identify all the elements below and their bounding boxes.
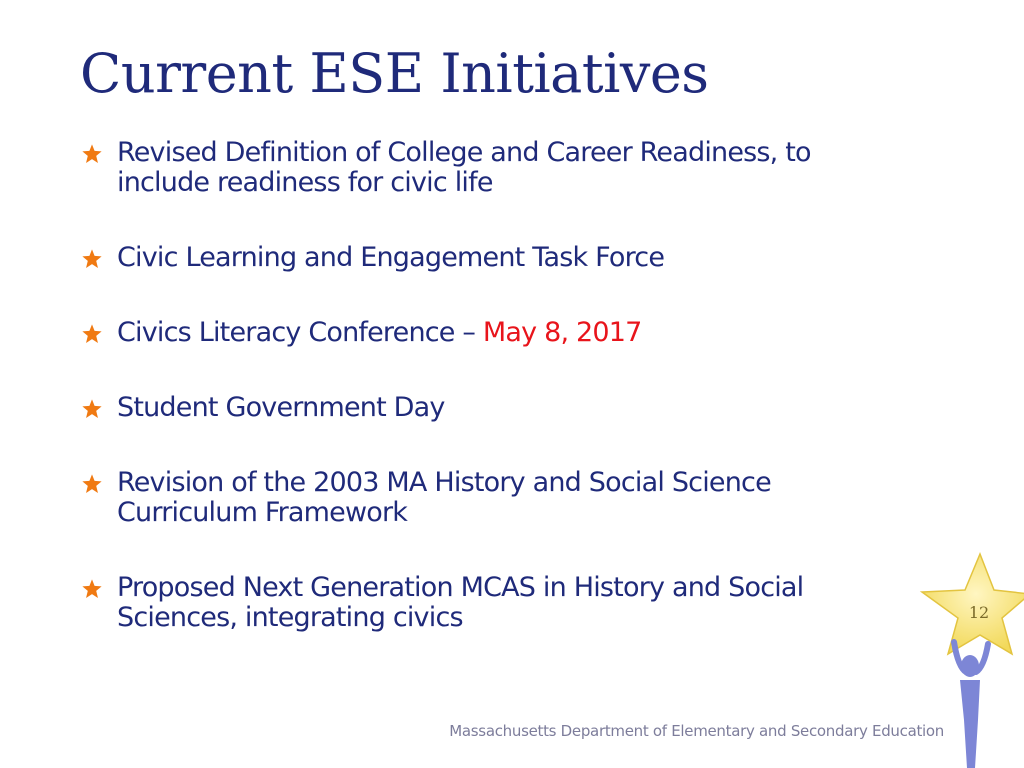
bullet-text-line: Revised Definition of College and Career Readiness, to bbox=[117, 137, 811, 168]
bullet-item bbox=[80, 573, 900, 633]
bullet-item bbox=[80, 318, 900, 348]
bullet-item bbox=[80, 468, 900, 528]
star-bullet-icon bbox=[81, 248, 103, 270]
bullet-item bbox=[80, 138, 900, 198]
conference-label: Civics Literacy Conference – bbox=[117, 317, 483, 348]
slide-title: Current ESE Initiatives bbox=[80, 42, 709, 105]
star-bullet-icon bbox=[81, 398, 103, 420]
bullet-item bbox=[80, 393, 900, 423]
bullet-text-line: Curriculum Framework bbox=[117, 497, 408, 528]
bullet-text-line: include readiness for civic life bbox=[117, 167, 493, 198]
bullet-text-line: Student Government Day bbox=[117, 392, 445, 423]
star-bullet-icon bbox=[81, 323, 103, 345]
star-bullet-icon bbox=[81, 578, 103, 600]
bullet-text-line: Sciences, integrating civics bbox=[117, 602, 463, 633]
bullet-text-line: Civic Learning and Engagement Task Force bbox=[117, 242, 665, 273]
footer-text: Massachusetts Department of Elementary and Secondary Education bbox=[449, 722, 944, 740]
bullet-text-line: Proposed Next Generation MCAS in History and Social bbox=[117, 572, 804, 603]
bullet-text-line bbox=[117, 318, 900, 348]
star-bullet-icon bbox=[81, 473, 103, 495]
bullet-list bbox=[80, 138, 900, 633]
bullet-text-line: Revision of the 2003 MA History and Social Science bbox=[117, 467, 771, 498]
page-number: 12 bbox=[968, 603, 990, 622]
star-bullet-icon bbox=[81, 143, 103, 165]
bullet-item bbox=[80, 243, 900, 273]
conference-date: May 8, 2017 bbox=[482, 317, 642, 348]
